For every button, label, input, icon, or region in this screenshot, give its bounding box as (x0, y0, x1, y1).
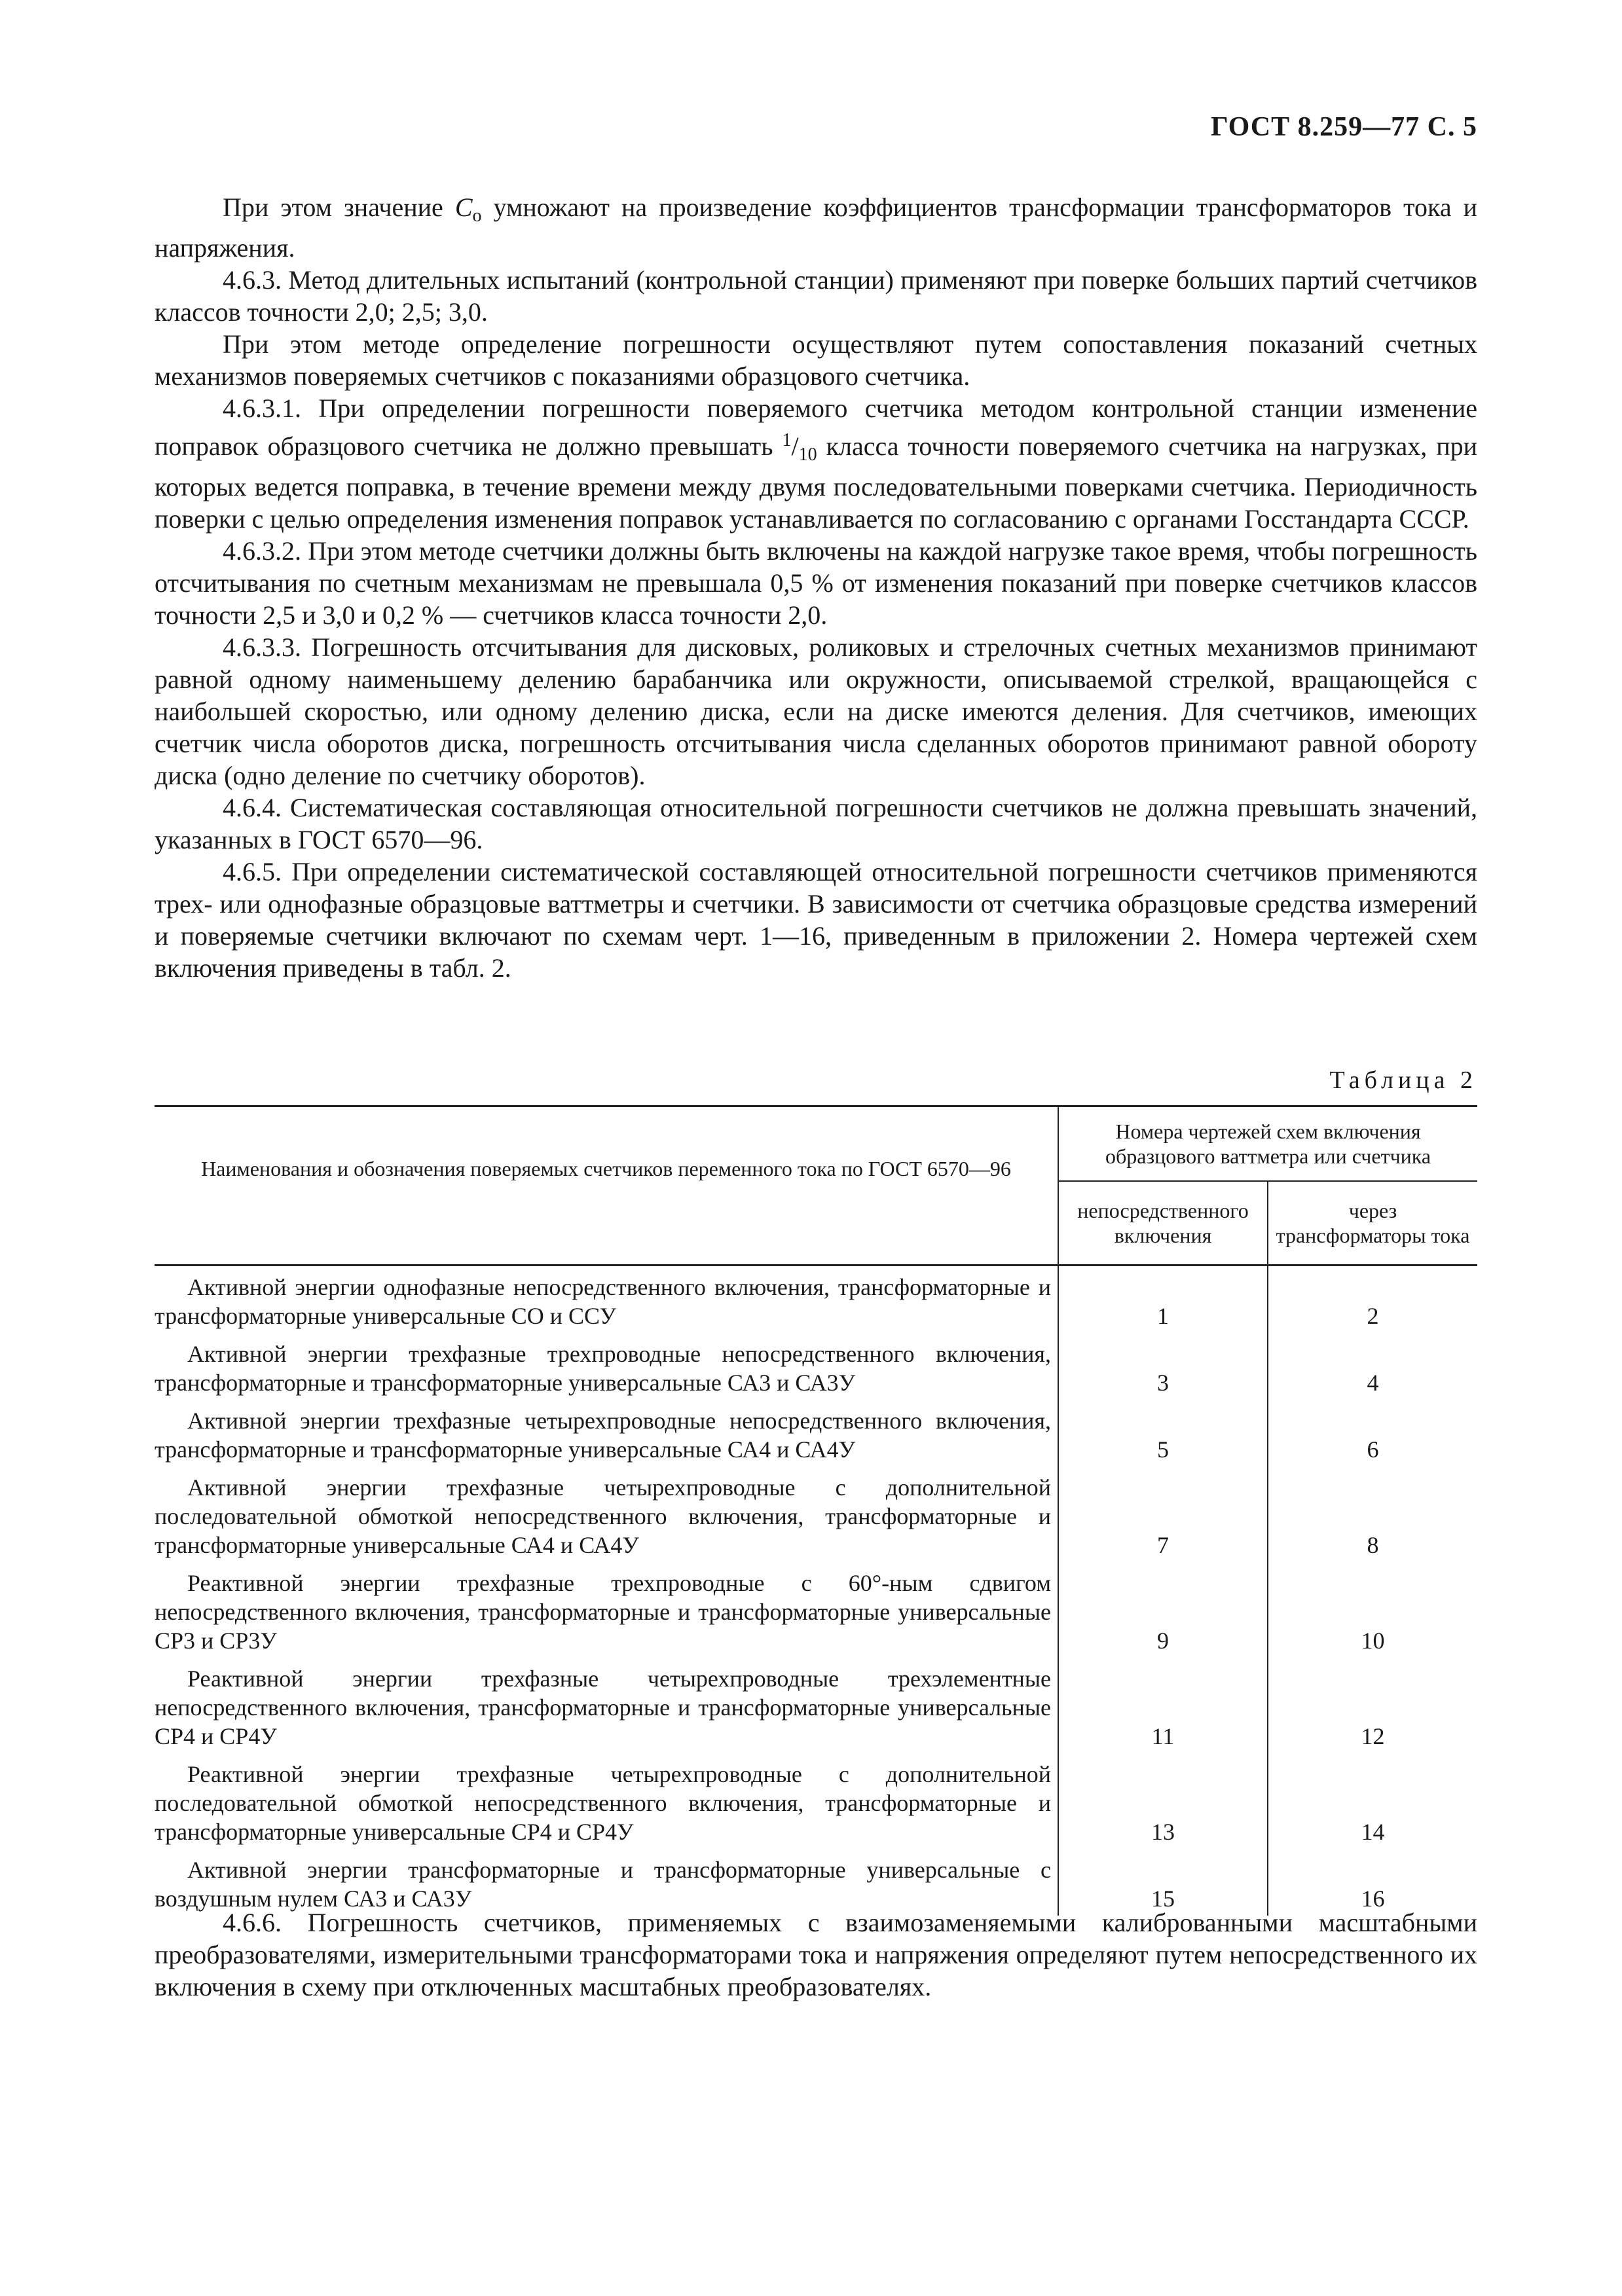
row-name: Активной энергии трансформаторные и трансформаторные универсальные с воздушным нулем СА3 и СА3У (155, 1849, 1058, 1916)
row-transformers: 10 (1361, 1628, 1385, 1654)
row-direct: 1 (1058, 1266, 1268, 1334)
table-row (155, 1467, 1477, 1562)
variable-c: C (454, 192, 473, 222)
row-name: Активной энергии однофазные непосредственного включения, трансформаторные и трансформаторные универсальные СО и ССУ (155, 1266, 1058, 1334)
row-direct: 9 (1058, 1562, 1268, 1658)
paragraph-text: класса точности поверяемого счетчика на нагрузках, при которых ведется поправка, в течение времени между двумя последовательными поверками счетчика. Периодичность поверки с целью определения изменения поправок устанавливается по согласованию с органами Госстандарта СССР. (155, 431, 1478, 534)
row-transformers: 6 (1367, 1436, 1379, 1463)
table-row (155, 1753, 1477, 1849)
paragraph-4-6-5: 4.6.5. При определении систематической составляющей относительной погрешности счетчиков применяются трех- или однофазные образцовые ваттметры и счетчики. В зависимости от счетчика образцовые средства измерений и поверяемые счетчики включают по схемам черт. 1—16, приведенным в приложении 2. Номера чертежей схем включения приведены в табл. 2. (155, 857, 1477, 983)
row-name: Реактивной энергии трехфазные трехпроводные с 60°-ным сдвигом непосредственного включения, трансформаторные и трансформаторные универсальные СР3 и СР3У (155, 1562, 1058, 1658)
row-transformers: 14 (1361, 1819, 1385, 1845)
table-row (155, 1333, 1477, 1400)
fraction-denominator: 10 (798, 445, 817, 465)
after-table-text (155, 1906, 1477, 2003)
paragraph-4-6-3-3: 4.6.3.3. Погрешность отсчитывания для дисковых, роликовых и стрелочных счетных механизмов принимают равной одному наименьшему делению барабанчика или окружности, описываемой стрелкой, вращающейся с наибольшей скоростью, или одному делению диска, если на диске имеются деления. Для счетчиков, имеющих счетчик числа оборотов диска, погрешность отсчитывания числа сделанных оборотов принимают равной обороту диска (одно деление по счетчику оборотов). (155, 632, 1477, 790)
paragraph-text: умножают на произведение коэффициентов трансформации трансформаторов тока и напряжения. (155, 192, 1477, 263)
row-name: Реактивной энергии трехфазные четырехпроводные трехэлементные непосредственного включения, трансформаторные и трансформаторные универсальные СР4 и СР4У (155, 1658, 1058, 1753)
table-row (155, 1658, 1477, 1753)
paragraph-coefficient (155, 191, 1477, 264)
table-caption: Таблица 2 (1329, 1066, 1477, 1094)
row-direct: 5 (1058, 1400, 1268, 1467)
variable-subscript: o (472, 206, 482, 226)
row-name: Реактивной энергии трехфазные четырехпроводные с дополнительной последовательной обмоткой непосредственного включения, трансформаторные и трансформаторные универсальные СР4 и СР4У (155, 1753, 1058, 1849)
row-direct: 13 (1058, 1753, 1268, 1849)
row-transformers: 4 (1367, 1370, 1379, 1396)
paragraph-4-6-3-2: 4.6.3.2. При этом методе счетчики должны быть включены на каждой нагрузке такое время, чтобы погрешность отсчитывания по счетным механизмам не превышала 0,5 % от изменения показаний при поверке счетчиков классов точности 2,5 и 3,0 и 0,2 % — счетчиков класса точности 2,0. (155, 536, 1477, 630)
row-direct: 7 (1058, 1467, 1268, 1562)
paragraph-text: 4.6.3.1. При определении погрешности поверяемого счетчика методом контрольной станции изменение поправок образцового счетчика не должно превышать (155, 393, 1477, 461)
row-name: Активной энергии трехфазные трехпроводные непосредственного включения, трансформаторные и трансформаторные универсальные СА3 и СА3У (155, 1333, 1058, 1400)
table-row (155, 1400, 1477, 1467)
row-name: Активной энергии трехфазные четырехпроводные непосредственного включения, трансформаторные и трансформаторные универсальные СА4 и СА4У (155, 1400, 1058, 1467)
row-transformers: 8 (1367, 1532, 1379, 1558)
row-direct: 11 (1058, 1658, 1268, 1753)
table-row (155, 1849, 1477, 1916)
paragraph-text: При этом значение (223, 192, 455, 222)
row-direct: 3 (1058, 1333, 1268, 1400)
fraction-numerator: 1 (782, 430, 792, 450)
row-transformers: 2 (1367, 1303, 1379, 1329)
body-text (155, 191, 1477, 984)
row-direct: 15 (1058, 1849, 1268, 1916)
paragraph-4-6-4: 4.6.4. Систематическая составляющая относительной погрешности счетчиков не должна превышать значений, указанных в ГОСТ 6570—96. (155, 793, 1477, 854)
paragraph-4-6-3: 4.6.3. Метод длительных испытаний (контрольной станции) применяют при поверке больших партий счетчиков классов точности 2,0; 2,5; 3,0. (155, 265, 1477, 327)
column-header-transformers: через трансформаторы тока (1268, 1181, 1477, 1266)
row-transformers: 16 (1361, 1886, 1385, 1912)
table-2 (155, 1105, 1477, 1916)
column-header-direct: непосредственного включения (1058, 1181, 1268, 1266)
column-header-name: Наименования и обозначения поверяемых счетчиков переменного тока по ГОСТ 6570—96 (155, 1106, 1058, 1266)
table-row (155, 1562, 1477, 1658)
paragraph-4-6-3-1: 4.6.3.1. При определении погрешности поверяемого счетчика методом контрольной станции изменение поправок образцового счетчика не должно превышать $^1/_{10}$ класса точности поверяемого счетчика на нагрузках, при которых ведется поправка, в течение времени между двумя последовательными поверками счетчика. Периодичность поверки с целью определения изменения поправок устанавливается по согласованию с органами Госстандарта СССР. (155, 393, 1478, 534)
row-name: Активной энергии трехфазные четырехпроводные с дополнительной последовательной обмоткой непосредственного включения, трансформаторные и трансформаторные универсальные СА4 и СА4У (155, 1467, 1058, 1562)
paragraph-4-6-6: 4.6.6. Погрешность счетчиков, применяемых с взаимозаменяемыми калиброванными масштабными преобразователями, измерительными трансформаторами тока и напряжения определяют путем непосредственного их включения в схему при отключенных масштабных преобразователях. (155, 1908, 1477, 2001)
meters-table (155, 1105, 1477, 1916)
table-row (155, 1266, 1477, 1334)
paragraph-method: При этом методе определение погрешности осуществляют путем сопоставления показаний счетных механизмов поверяемых счетчиков с показаниями образцового счетчика. (155, 329, 1477, 391)
page-header: ГОСТ 8.259—77 С. 5 (1210, 112, 1477, 142)
column-header-group: Номера чертежей схем включения образцового ваттметра или счетчика (1058, 1106, 1477, 1182)
row-transformers: 12 (1361, 1723, 1385, 1749)
